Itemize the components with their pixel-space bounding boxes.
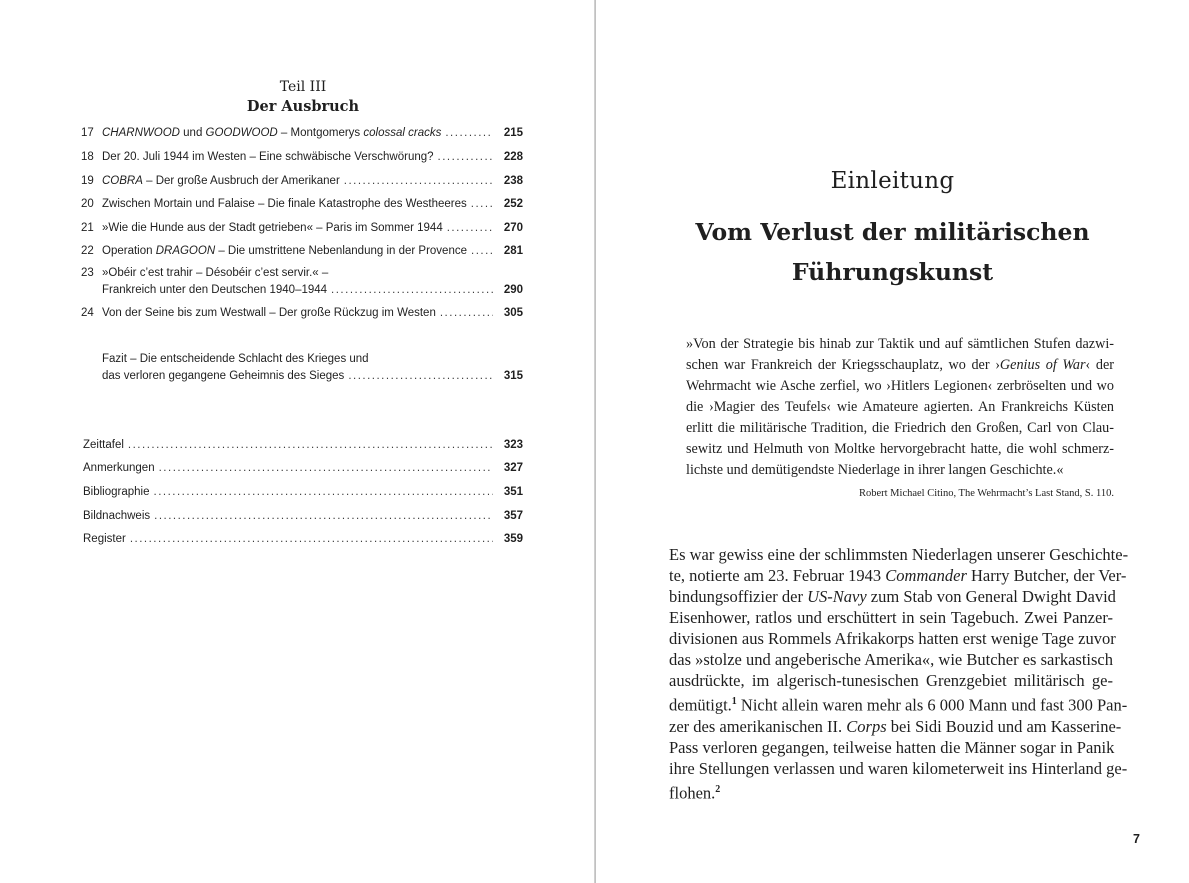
toc-entry-title: Zeittafel: [83, 439, 124, 451]
toc-entry-title: Von der Seine bis zum Westwall – Der große Rückzug im Westen: [102, 307, 436, 319]
toc-chapter-number: 17: [81, 127, 94, 139]
toc-entry-title: Bildnachweis: [83, 510, 151, 522]
body-line: Eisenhower, ratlos und erschüttert in sein Tagebuch. Zwei Panzer-: [669, 608, 1113, 627]
epigraph-line: die ›Magier des Teufels‹ wie Amateure agierten. An Frankreichs Küsten: [686, 399, 1114, 415]
epigraph-line: lichste und demütigendste Niederlage in ihrer langen Geschichte.«: [686, 462, 1064, 478]
toc-leader-dots: [344, 175, 493, 187]
toc-conclusion: [81, 370, 523, 388]
toc-leader-dots: [440, 307, 493, 319]
chapter-title: [596, 212, 1189, 292]
toc-leader-dots: [438, 151, 493, 163]
toc-leader-dots: [130, 533, 493, 545]
toc-leader-dots: [128, 439, 493, 451]
epigraph-line: sewitz und Helmuth von Moltke hervorgebracht hatte, die wohl schmerz-: [686, 441, 1114, 457]
toc-leader-dots: [154, 486, 494, 498]
body-line: demütigt.$^1$ Nicht allein waren mehr als 6 000 Mann und fast 300 Pan-: [669, 695, 1128, 715]
toc-appendix-entry: [81, 533, 523, 551]
toc-entry: [81, 284, 523, 302]
body-line: divisionen aus Rommels Afrikakorps hatten erst wenige Tage zuvor: [669, 629, 1116, 648]
toc-page-number: 281: [503, 245, 523, 257]
toc-leader-dots: [445, 127, 493, 139]
part-title: Der Ausbruch: [246, 98, 360, 115]
toc-page-number: 357: [503, 510, 523, 522]
toc-leader-dots: [154, 510, 493, 522]
toc-entry-title: CHARNWOOD und GOODWOOD – Montgomerys colossal cracks: [102, 127, 442, 139]
toc-entry: [81, 222, 523, 240]
body-line: ihre Stellungen verlassen und waren kilometerweit ins Hinterland ge-: [669, 758, 1128, 778]
body-line: te, notierte am 23. Februar 1943 Commander Harry Butcher, der Ver-: [669, 566, 1127, 585]
toc-leader-dots: [331, 284, 493, 296]
footnote-marker[interactable]: 1: [731, 696, 737, 707]
toc-entry: [81, 127, 523, 145]
toc-leader-dots: [159, 462, 493, 474]
body-paragraph: [669, 544, 1129, 803]
toc-entry-title: Register: [83, 533, 126, 545]
toc-entry-first-line: [81, 267, 523, 285]
toc-page-number: 327: [503, 462, 523, 474]
chapter-title-line-2: Führungskunst: [791, 258, 994, 286]
toc-appendix-entry: [81, 439, 523, 457]
body-line: bindungsoffizier der US-Navy zum Stab von General Dwight David: [669, 587, 1116, 606]
toc-entry: [81, 151, 523, 169]
toc-page-number: 305: [503, 307, 523, 319]
part-heading: [83, 78, 523, 116]
toc-page-number: 252: [503, 198, 523, 210]
toc-entry-title: Operation DRAGOON – Die umstrittene Nebenlandung in der Provence: [102, 245, 467, 257]
body-line: das »stolze und angeberische Amerika«, wie Butcher es sarkastisch: [669, 650, 1113, 669]
toc-entry-title: Anmerkungen: [83, 462, 155, 474]
toc-entry: [81, 198, 523, 216]
toc-entry: [81, 307, 523, 325]
toc-chapter-number: 24: [81, 307, 94, 319]
toc-appendix-entry: [81, 486, 523, 504]
toc-entry: [81, 175, 523, 193]
toc-appendix-entry: [81, 510, 523, 528]
toc-entry-title: Zwischen Mortain und Falaise – Die finale Katastrophe des Westheeres: [102, 198, 467, 210]
toc-leader-dots: [348, 370, 493, 382]
chapter-kicker: Einleitung: [830, 168, 955, 194]
toc-page-number: 351: [503, 486, 523, 498]
toc-page-number: 323: [503, 439, 523, 451]
page-number: 7: [1133, 832, 1140, 846]
toc-entry-title: Der 20. Juli 1944 im Westen – Eine schwäbische Verschwörung?: [102, 151, 434, 163]
body-line: zer des amerikanischen II. Corps bei Sidi Bouzid und am Kasserine-: [669, 716, 1122, 736]
epigraph: [686, 334, 1114, 481]
epigraph-line: Wehrmacht wie Asche zerfiel, wo ›Hitlers Legionen‹ zerbröselten und wo: [686, 378, 1114, 394]
toc-page-number: 228: [503, 151, 523, 163]
epigraph-source: Robert Michael Citino, The Wehrmacht’s Last Stand, S. 110.: [858, 488, 1114, 499]
toc-chapter-number: 21: [81, 222, 94, 234]
toc-entry-title: »Wie die Hunde aus der Stadt getrieben« – Paris im Sommer 1944: [102, 222, 443, 234]
toc-appendix-entry: [81, 462, 523, 480]
body-line: ausdrückte, im algerisch-tunesischen Grenzgebiet militärisch ge-: [669, 671, 1113, 690]
toc-entry-title: Frankreich unter den Deutschen 1940–1944: [102, 284, 328, 296]
epigraph-line: schen war Frankreich der Kriegsschauplatz, wo der ›Genius of War‹ der: [686, 357, 1114, 373]
chapter-title-line-1: Vom Verlust der militärischen: [695, 218, 1090, 246]
toc-page-number: 359: [503, 533, 523, 545]
toc-entry-title: das verloren gegangene Geheimnis des Sieges: [102, 370, 345, 382]
footnote-marker[interactable]: 2: [715, 783, 721, 795]
body-line: Es war gewiss eine der schlimmsten Niederlagen unserer Geschichte-: [669, 545, 1129, 564]
toc-page-number: 270: [503, 222, 523, 234]
toc-leader-dots: [447, 222, 493, 234]
toc-page-number: 215: [503, 127, 523, 139]
toc-page-number: 238: [503, 175, 523, 187]
toc-page-number: 290: [503, 284, 523, 296]
toc-entry-title: COBRA – Der große Ausbruch der Amerikaner: [102, 175, 340, 187]
body-line: flohen.$^2$: [669, 783, 721, 802]
body-line: Pass verloren gegangen, teilweise hatten die Männer sogar in Panik: [669, 737, 1115, 757]
epigraph-line: erlitt die militärische Tradition, die Friedrich den Großen, Carl von Clau-: [686, 420, 1114, 436]
toc-entry: [81, 245, 523, 263]
toc-chapter-number: 20: [81, 198, 94, 210]
toc-conclusion-first-line: [81, 353, 523, 371]
toc-chapter-number: 23: [81, 267, 94, 279]
epigraph-line: »Von der Strategie bis hinab zur Taktik und auf sämtlichen Stufen dazwi-: [686, 336, 1114, 352]
toc-conclusion-title-line1: Fazit – Die entscheidende Schlacht des Krieges und: [102, 353, 369, 365]
toc-leader-dots: [471, 245, 493, 257]
toc-entry-title: Bibliographie: [83, 486, 150, 498]
toc-entry-title-line1: »Obéir c’est trahir – Désobéir c’est servir.« –: [102, 267, 329, 279]
toc-page-number: 315: [503, 370, 523, 382]
toc-chapter-number: 18: [81, 151, 94, 163]
toc-chapter-number: 19: [81, 175, 94, 187]
toc-leader-dots: [471, 198, 493, 210]
toc-chapter-number: 22: [81, 245, 94, 257]
part-number: Teil III: [279, 79, 327, 95]
